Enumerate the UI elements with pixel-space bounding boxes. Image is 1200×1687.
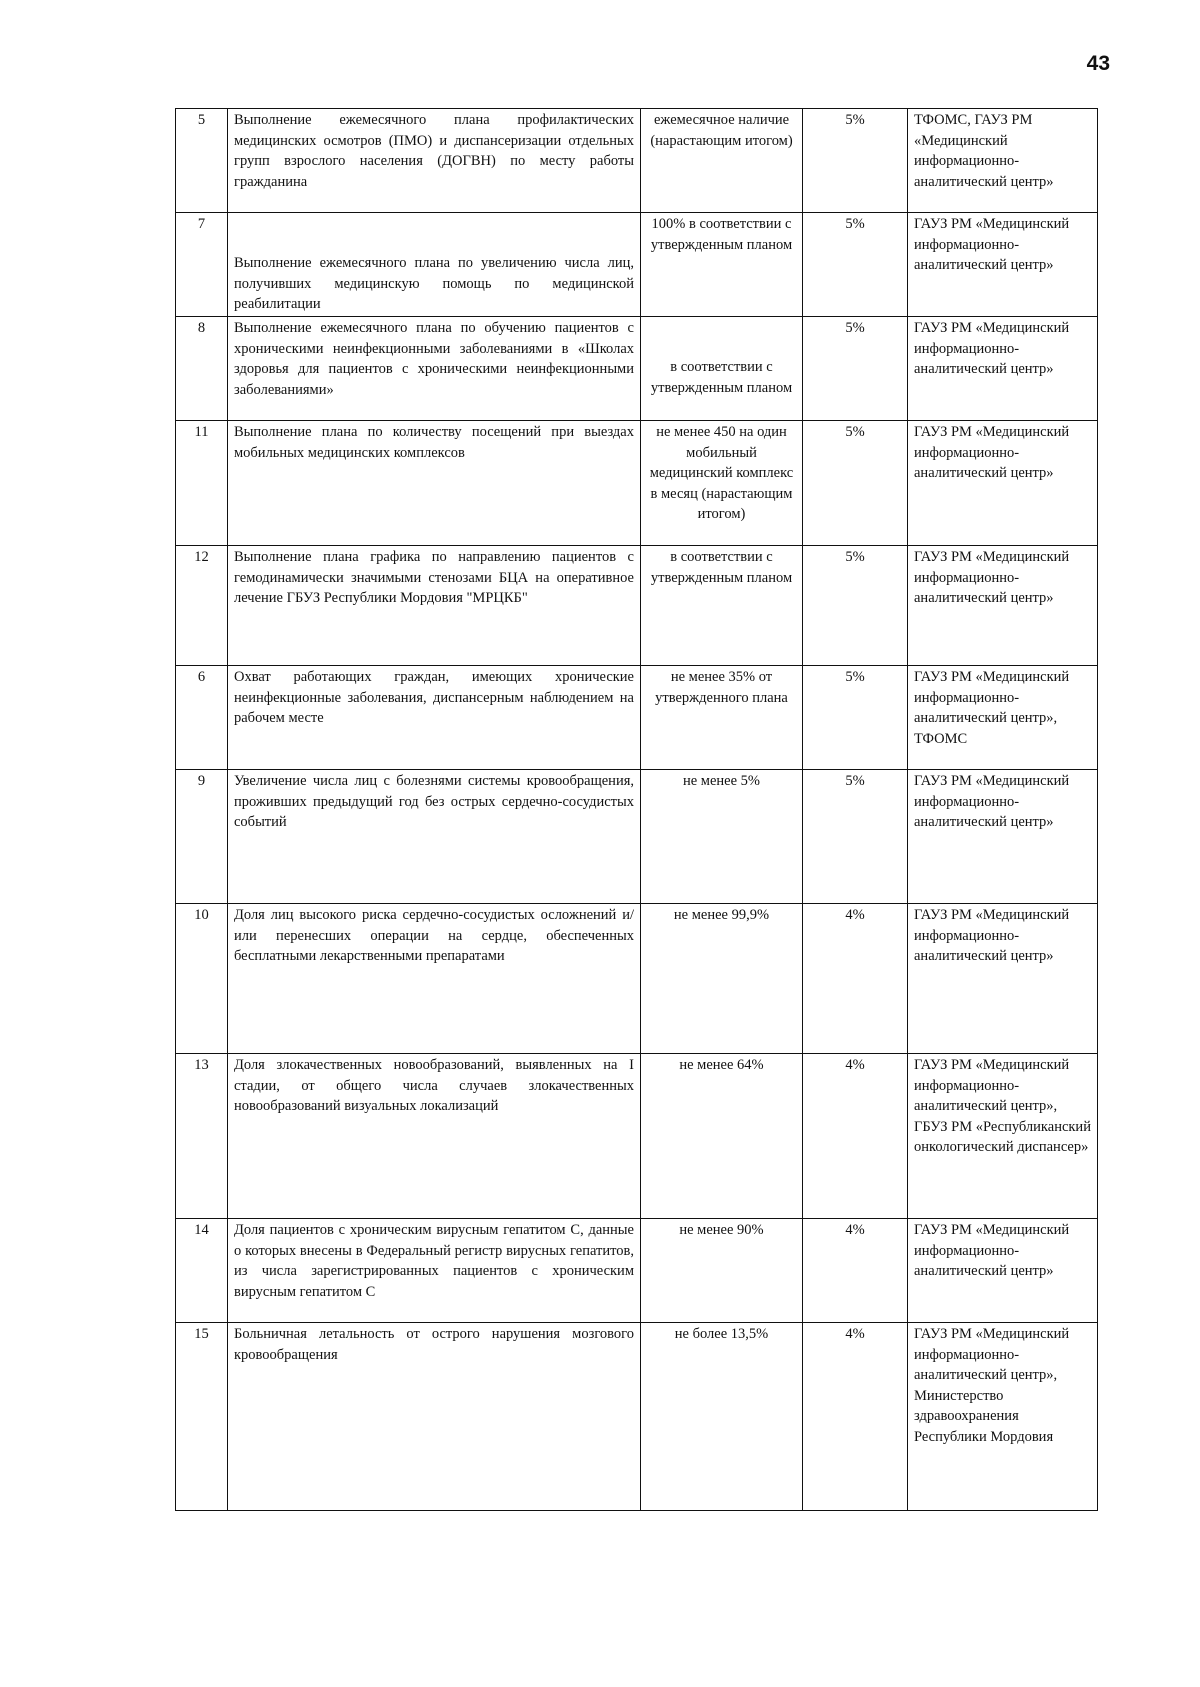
table-row [176, 213, 1098, 317]
row-number: 6 [176, 666, 228, 770]
weight-value: 5% [803, 546, 908, 666]
indicator-text: Охват работающих граждан, имеющих хронические неинфекционные заболевания, диспансерным наблюдением на рабочем месте [228, 666, 641, 770]
responsible-org: ГАУЗ РМ «Медицинский информационно-аналитический центр» [908, 770, 1098, 904]
row-number: 9 [176, 770, 228, 904]
row-number: 10 [176, 904, 228, 1054]
responsible-org: ГАУЗ РМ «Медицинский информационно-аналитический центр» [908, 213, 1098, 317]
responsible-org: ГАУЗ РМ «Медицинский информационно-аналитический центр» [908, 904, 1098, 1054]
target-value: не менее 35% от утвержденного плана [641, 666, 803, 770]
row-number: 7 [176, 213, 228, 317]
responsible-org: ГАУЗ РМ «Медицинский информационно-аналитический центр» [908, 317, 1098, 421]
target-value: не менее 5% [641, 770, 803, 904]
row-number: 5 [176, 109, 228, 213]
weight-value: 5% [803, 770, 908, 904]
target-value: в соответствии с утвержденным планом [641, 317, 803, 421]
indicator-text: Выполнение плана по количеству посещений при выездах мобильных медицинских комплексов [228, 421, 641, 546]
weight-value: 4% [803, 1054, 908, 1219]
table-row [176, 1219, 1098, 1323]
table-row [176, 770, 1098, 904]
indicator-text: Доля злокачественных новообразований, выявленных на I стадии, от общего числа случаев злокачественных новообразований визуальных локализаций [228, 1054, 641, 1219]
row-number: 8 [176, 317, 228, 421]
indicator-text: Выполнение ежемесячного плана по обучению пациентов с хроническими неинфекционными заболеваниями в «Школах здоровья для пациентов с хроническими неинфекционными заболеваниями» [228, 317, 641, 421]
table-row [176, 1323, 1098, 1511]
table-row [176, 1054, 1098, 1219]
responsible-org: ТФОМС, ГАУЗ РМ «Медицинский информационно-аналитический центр» [908, 109, 1098, 213]
indicator-text: Выполнение плана графика по направлению пациентов с гемодинамически значимыми стенозами БЦА на оперативное лечение ГБУЗ Республики Мордовия "МРЦКБ" [228, 546, 641, 666]
weight-value: 5% [803, 421, 908, 546]
indicators-table [175, 108, 1098, 1511]
row-number: 15 [176, 1323, 228, 1511]
responsible-org: ГАУЗ РМ «Медицинский информационно-аналитический центр», ГБУЗ РМ «Республиканский онкологический диспансер» [908, 1054, 1098, 1219]
page-number: 43 [1086, 52, 1110, 75]
responsible-org: ГАУЗ РМ «Медицинский информационно-аналитический центр» [908, 421, 1098, 546]
indicator-text: Доля пациентов с хроническим вирусным гепатитом С, данные о которых внесены в Федеральный регистр вирусных гепатитов, из числа зарегистрированных пациентов с хроническим вирусным гепатитом С [228, 1219, 641, 1323]
weight-value: 5% [803, 109, 908, 213]
weight-value: 5% [803, 317, 908, 421]
row-number: 11 [176, 421, 228, 546]
row-number: 14 [176, 1219, 228, 1323]
indicator-text: Выполнение ежемесячного плана по увеличению числа лиц, получивших медицинскую помощь по медицинской реабилитации [228, 213, 641, 317]
table-row [176, 421, 1098, 546]
weight-value: 4% [803, 1219, 908, 1323]
responsible-org: ГАУЗ РМ «Медицинский информационно-аналитический центр» [908, 1219, 1098, 1323]
weight-value: 5% [803, 213, 908, 317]
target-value: ежемесячное наличие (нарастающим итогом) [641, 109, 803, 213]
table-row [176, 666, 1098, 770]
responsible-org: ГАУЗ РМ «Медицинский информационно-аналитический центр» [908, 546, 1098, 666]
row-number: 12 [176, 546, 228, 666]
indicator-text: Увеличение числа лиц с болезнями системы кровообращения, проживших предыдущий год без острых сердечно-сосудистых событий [228, 770, 641, 904]
row-number: 13 [176, 1054, 228, 1219]
target-value: не менее 99,9% [641, 904, 803, 1054]
target-value: не менее 64% [641, 1054, 803, 1219]
indicator-text: Больничная летальность от острого нарушения мозгового кровообращения [228, 1323, 641, 1511]
indicator-text: Доля лиц высокого риска сердечно-сосудистых осложнений и/или перенесших операции на сердце, обеспеченных бесплатными лекарственными препаратами [228, 904, 641, 1054]
table-row [176, 109, 1098, 213]
table-row [176, 904, 1098, 1054]
table-row [176, 317, 1098, 421]
responsible-org: ГАУЗ РМ «Медицинский информационно-аналитический центр», Министерство здравоохранения Республики Мордовия [908, 1323, 1098, 1511]
weight-value: 4% [803, 904, 908, 1054]
weight-value: 5% [803, 666, 908, 770]
weight-value: 4% [803, 1323, 908, 1511]
target-value: не менее 450 на один мобильный медицинский комплекс в месяц (нарастающим итогом) [641, 421, 803, 546]
target-value: не менее 90% [641, 1219, 803, 1323]
indicator-text: Выполнение ежемесячного плана профилактических медицинских осмотров (ПМО) и диспансеризации отдельных групп взрослого населения (ДОГВН) по месту работы гражданина [228, 109, 641, 213]
target-value: 100% в соответствии с утвержденным планом [641, 213, 803, 317]
table-row [176, 546, 1098, 666]
responsible-org: ГАУЗ РМ «Медицинский информационно-аналитический центр», ТФОМС [908, 666, 1098, 770]
target-value: в соответствии с утвержденным планом [641, 546, 803, 666]
target-value: не более 13,5% [641, 1323, 803, 1511]
